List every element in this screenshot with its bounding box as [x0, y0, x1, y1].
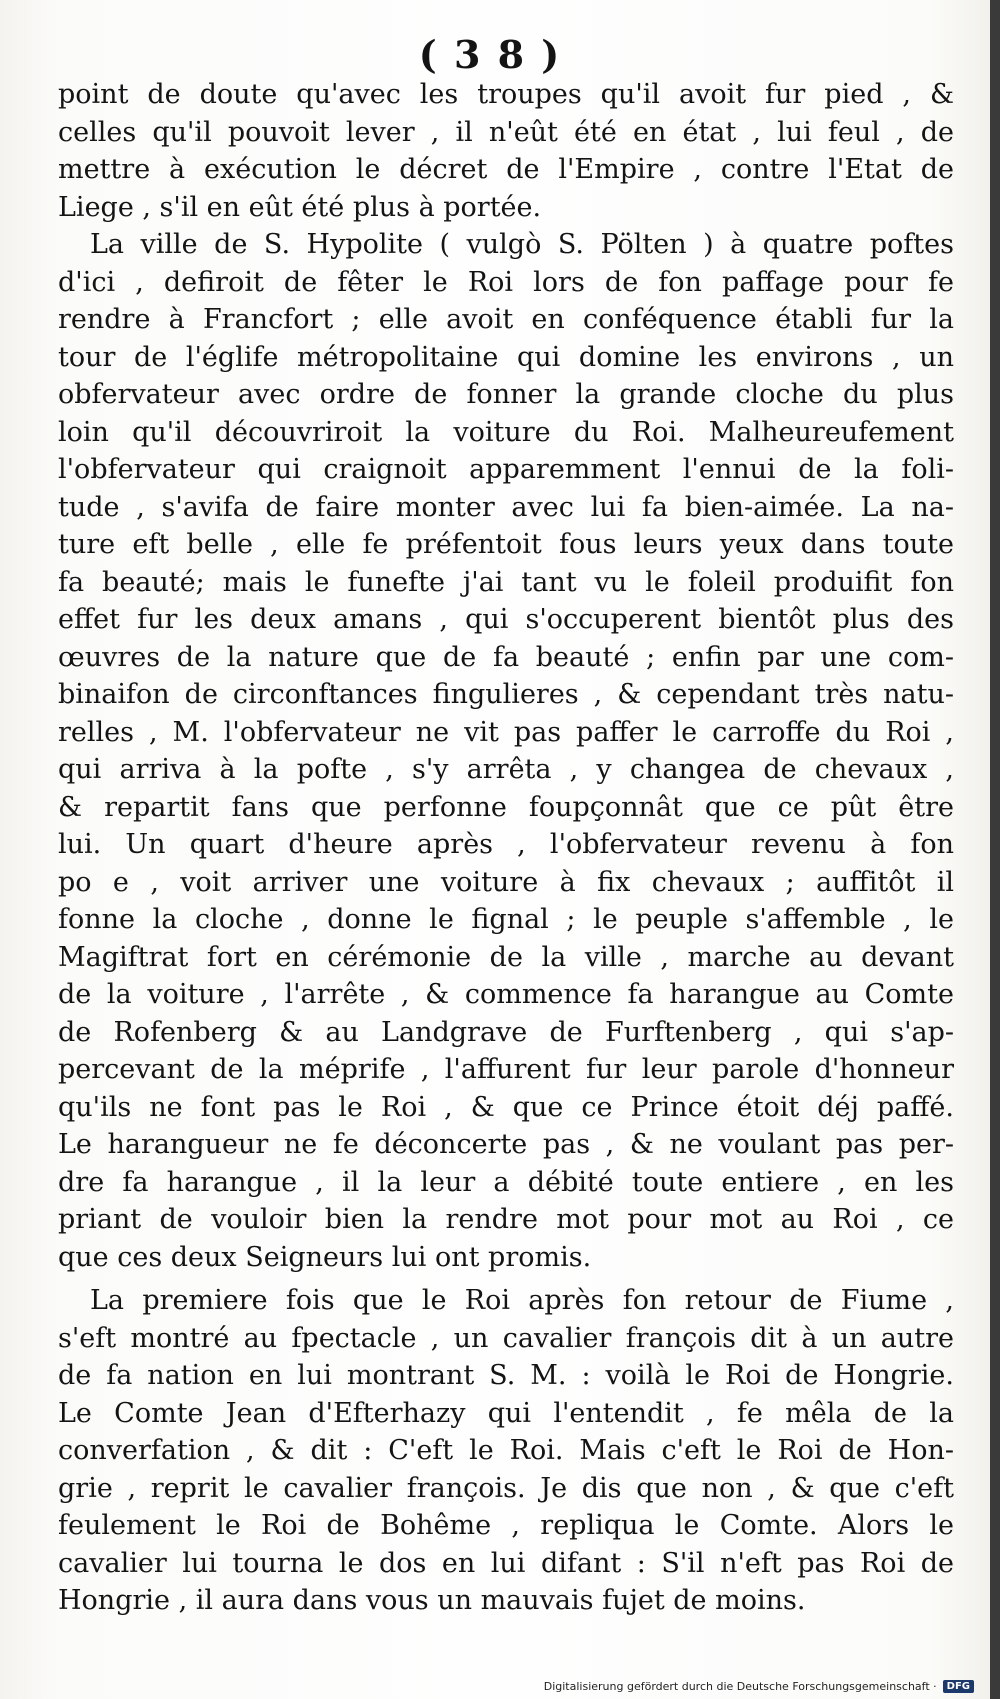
- text-line: feulement le Roi de Bohême , repliqua le Comte. Alors le: [58, 1510, 954, 1541]
- text-line: qui arriva à la pofte , s'y arrêta , y changea de chevaux ,: [58, 754, 954, 785]
- text-line: po e , voit arriver une voiture à fix chevaux ; auffitôt il: [58, 866, 954, 898]
- credit-text: Digitalisierung gefördert durch die Deutsche Forschungsgemeinschaft ·: [543, 1680, 937, 1693]
- text-line: priant de vouloir bien la rendre mot pour mot au Roi , ce: [58, 1204, 954, 1235]
- text-line: Magiftrat fort en cérémonie de la ville , marche au devant: [58, 941, 954, 973]
- text-line: fa beauté; mais le funefte j'ai tant vu le foleil produifit fon: [58, 566, 954, 598]
- text-line: œuvres de la nature que de fa beauté ; enfin par une com-: [58, 641, 954, 673]
- text-line: effet fur les deux amans , qui s'occuperent bientôt plus des: [58, 604, 954, 635]
- text-line: d'ici , defiroit de fêter le Roi lors de fon paffage pour fe: [58, 266, 954, 298]
- text-line: La premiere fois que le Roi après fon retour de Fiume ,: [90, 1285, 954, 1316]
- page-number: ( 3 8 ): [418, 32, 562, 77]
- text-line: & repartit fans que perfonne foupçonnât que ce pût être: [58, 791, 954, 823]
- text-line: point de doute qu'avec les troupes qu'il avoit fur pied , &: [58, 79, 954, 110]
- text-line: ture eft belle , elle fe préfentoit fous leurs yeux dans toute: [58, 529, 954, 560]
- text-line: tude , s'avifa de faire monter avec lui fa bien-aimée. La na-: [58, 491, 954, 523]
- text-line: Le Comte Jean d'Efterhazy qui l'entendit , fe mêla de la: [58, 1397, 954, 1429]
- digitization-credit: [544, 1680, 974, 1693]
- text-line: loin qu'il découvriroit la voiture du Roi. Malheureufement: [58, 416, 954, 448]
- text-line: mettre à exécution le décret de l'Empire , contre l'Etat de: [58, 154, 954, 185]
- text-line: dre fa harangue , il la leur a débité toute entiere , en les: [58, 1166, 954, 1198]
- text-line: s'eft montré au fpectacle , un cavalier françois dit à un autre: [58, 1322, 954, 1354]
- text-line: Le harangueur ne fe déconcerte pas , & ne voulant pas per-: [58, 1129, 954, 1160]
- body-text: [58, 76, 954, 1620]
- text-line: rendre à Francfort ; elle avoit en conféquence établi fur la: [58, 304, 954, 335]
- text-line: fonne la cloche , donne le fignal ; le peuple s'affemble , le: [58, 904, 954, 935]
- text-line: de fa nation en lui montrant S. M. : voilà le Roi de Hongrie.: [58, 1360, 954, 1391]
- text-line: celles qu'il pouvoit lever , il n'eût été en état , lui feul , de: [58, 116, 954, 148]
- text-line: Hongrie , il aura dans vous un mauvais fujet de moins.: [58, 1585, 806, 1616]
- text-line: Liege , s'il en eût été plus à portée.: [58, 191, 542, 223]
- text-line: de la voiture , l'arrête , & commence fa harangue au Comte: [58, 979, 954, 1010]
- text-line: de Rofenberg & au Landgrave de Furftenberg , qui s'ap-: [58, 1016, 954, 1048]
- text-line: qu'ils ne font pas le Roi , & que ce Prince étoit déj paffé.: [58, 1091, 954, 1123]
- text-line: l'obfervateur qui craignoit apparemment l'ennui de la foli-: [58, 454, 954, 485]
- text-line: cavalier lui tourna le dos en lui difant : S'il n'eft pas Roi de: [58, 1547, 954, 1579]
- text-line: binaifon de circonftances fingulieres , & cependant très natu-: [58, 679, 954, 710]
- text-line: relles , M. l'obfervateur ne vit pas paffer le carroffe du Roi ,: [58, 716, 954, 748]
- text-line: La ville de S. Hypolite ( vulgò S. Pölten ) à quatre poftes: [90, 229, 954, 260]
- dfg-logo: DFG: [943, 1680, 974, 1693]
- text-line: lui. Un quart d'heure après , l'obfervateur revenu à fon: [58, 829, 954, 860]
- text-line: percevant de la méprife , l'affurent fur leur parole d'honneur: [58, 1054, 954, 1085]
- text-line: tour de l'églife métropolitaine qui domine les environs , un: [58, 341, 954, 373]
- text-line: grie , reprit le cavalier françois. Je dis que non , & que c'eft: [58, 1472, 954, 1504]
- text-line: converfation , & dit : C'eft le Roi. Mais c'eft le Roi de Hon-: [58, 1435, 954, 1466]
- text-line: obfervateur avec ordre de fonner la grande cloche du plus: [58, 379, 954, 410]
- text-line: que ces deux Seigneurs lui ont promis.: [58, 1241, 592, 1273]
